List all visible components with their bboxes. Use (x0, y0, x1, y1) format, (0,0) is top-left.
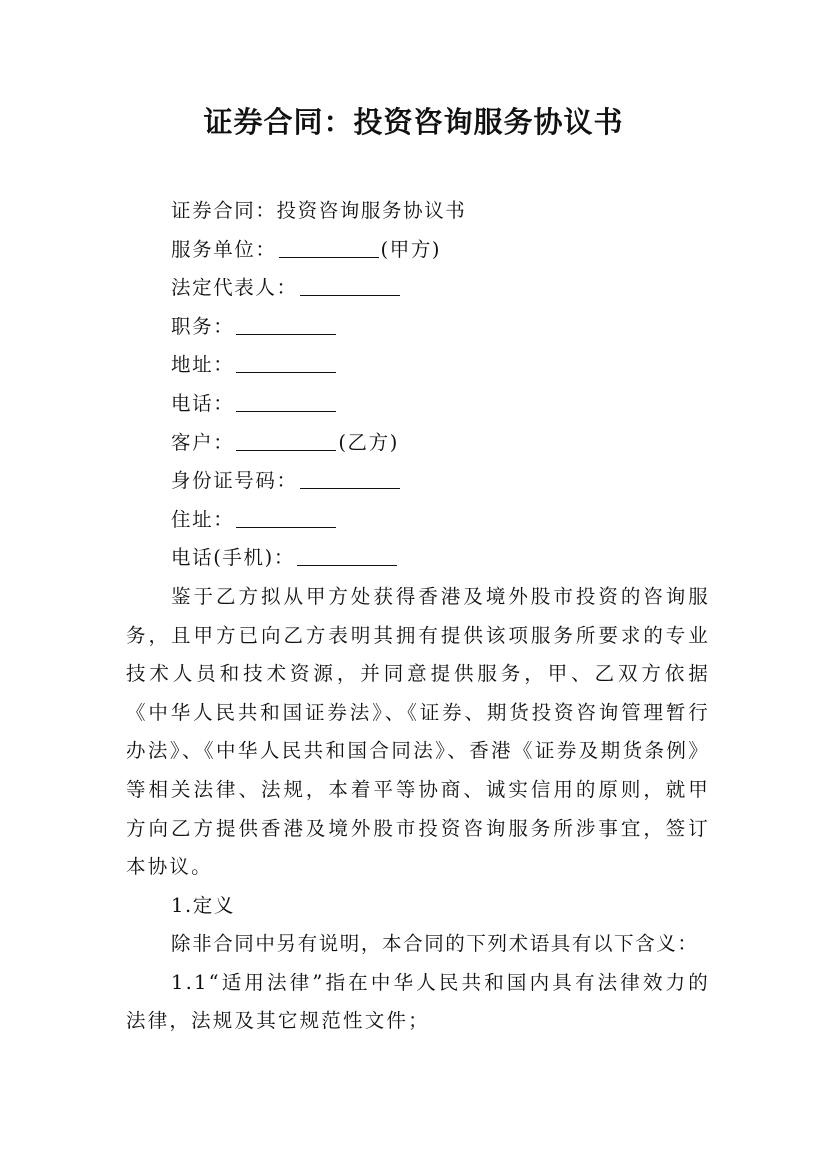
section-1-heading: 1.定义 (171, 893, 236, 917)
phone-line (126, 385, 710, 424)
legal-rep-label: 法定代表人： (171, 276, 298, 300)
phone-blank (236, 393, 336, 412)
id-blank (300, 470, 400, 489)
client-suffix: (乙方) (338, 430, 399, 454)
document-title: 证券合同：投资咨询服务协议书 (203, 105, 624, 139)
service-unit-label: 服务单位： (171, 237, 277, 261)
id-line (126, 462, 710, 501)
phone-label: 电话： (171, 391, 235, 415)
address-blank (236, 354, 336, 373)
service-unit-suffix: (甲方) (380, 237, 442, 261)
client-label: 客户： (171, 430, 235, 454)
service-unit-line (126, 231, 710, 270)
mobile-blank (297, 547, 397, 566)
address-line (126, 346, 710, 385)
client-blank (236, 432, 336, 451)
position-blank (236, 316, 336, 335)
position-line (126, 308, 710, 347)
residence-blank (236, 509, 336, 528)
section-1-intro: 除非合同中另有说明，本合同的下列术语具有以下含义： (171, 932, 699, 956)
document-body (126, 192, 710, 1041)
address-label: 地址： (171, 353, 235, 377)
heading-line (126, 192, 710, 231)
residence-line (126, 501, 710, 540)
legal-rep-blank (300, 277, 400, 296)
heading-text: 证券合同：投资咨询服务协议书 (171, 199, 467, 222)
service-unit-blank (279, 239, 379, 258)
mobile-line (126, 539, 710, 578)
client-line (126, 424, 710, 463)
mobile-label: 电话(手机)： (171, 546, 295, 570)
id-label: 身份证号码： (171, 469, 298, 493)
residence-label: 住址： (171, 507, 235, 531)
legal-rep-line (126, 269, 710, 308)
preamble-paragraph: 鉴于乙方拟从甲方处获得香港及境外股市投资的咨询服务，且甲方已向乙方表明其拥有提供该项服务所要求的专业技术人员和技术资源，并同意提供服务，甲、乙双方依据《中华人民共和国证券法》、《证券、期货投资咨询管理暂行办法》、《中华人民共和国合同法》、香港《证券及期货条例》等相关法律、法规，本着平等协商、诚实信用的原则，就甲方向乙方提供香港及境外股市投资咨询服务所涉事宜，签订本协议。 (126, 584, 710, 879)
position-label: 职务： (171, 314, 235, 338)
clause-1-1: 1.1“适用法律”指在中华人民共和国内具有法律效力的法律，法规及其它规范性文件； (126, 970, 710, 1033)
